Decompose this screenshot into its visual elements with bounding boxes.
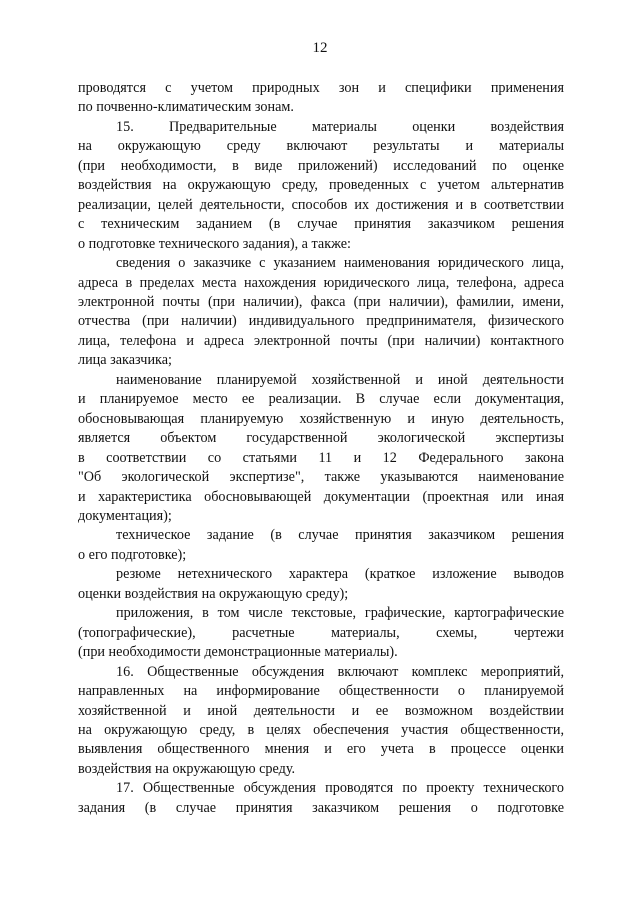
text-line: о подготовке технического задания), а также: — [78, 235, 351, 252]
text-line: сведения о заказчике с указанием наименования юридического лица, — [116, 255, 564, 272]
text-line: на окружающую среду, в целях обеспечения участия общественности, — [78, 721, 564, 738]
paragraph-clause-16 — [78, 663, 564, 780]
text-line: 17. Общественные обсуждения проводятся по проекту технического — [116, 780, 564, 797]
text-line: проводятся с учетом природных зон и специфики применения — [78, 80, 564, 96]
text-line: отчества (при наличии) индивидуального предпринимателя, физического — [78, 313, 564, 330]
text-line: наименование планируемой хозяйственной и иной деятельности — [116, 371, 564, 388]
text-line: воздействия на окружающую среду, проведенных с учетом альтернатив — [78, 177, 564, 194]
text-line: "Об экологической экспертизе", также указываются наименование — [78, 469, 564, 486]
text-line: резюме нетехнического характера (краткое изложение выводов — [116, 566, 564, 583]
paragraph-clause-15 — [78, 118, 564, 254]
text-line: по почвенно-климатическим зонам. — [78, 99, 294, 116]
page-number: 12 — [312, 40, 328, 56]
text-line: адреса в пределах места нахождения юридического лица, телефона, адреса — [78, 274, 564, 291]
paragraph-appendices — [78, 604, 564, 662]
text-line: 16. Общественные обсуждения включают комплекс мероприятий, — [116, 663, 564, 680]
text-line: на окружающую среду включают результаты и материалы — [78, 138, 564, 155]
text-line: приложения, в том числе текстовые, графические, картографические — [116, 605, 564, 622]
paragraph-technical-assignment — [78, 526, 564, 565]
text-line: 15. Предварительные материалы оценки воздействия — [116, 118, 564, 135]
text-line: хозяйственной и иной деятельности и ее возможном воздействии — [78, 702, 564, 719]
text-line: документация); — [78, 507, 172, 524]
text-line: реализации, целей деятельности, способов их достижения и в соответствии — [78, 196, 564, 213]
text-line: (при необходимости, в виде приложений) исследований по оценке — [78, 157, 564, 174]
text-line: является объектом государственной экологической экспертизы — [78, 430, 564, 447]
text-line: о его подготовке); — [78, 546, 187, 563]
text-line: обосновывающая планируемую хозяйственную и иную деятельность, — [78, 410, 564, 427]
text-line: выявления общественного мнения и его учета в процессе оценки — [78, 741, 564, 758]
text-line: воздействия на окружающую среду. — [78, 760, 296, 777]
text-line: задания (в случае принятия заказчиком решения о подготовке — [78, 799, 564, 816]
document-body — [78, 79, 564, 818]
paragraph-activity-name — [78, 371, 564, 527]
paragraph-clause-17 — [78, 779, 564, 818]
text-line: и характеристика обосновывающей документации (проектная или иная — [78, 488, 564, 505]
paragraph-continuation — [78, 79, 564, 118]
text-line: (топографические), расчетные материалы, схемы, чертежи — [78, 624, 564, 641]
text-line: в соответствии со статьями 11 и 12 Федерального закона — [78, 449, 564, 466]
text-line: техническое задание (в случае принятия заказчиком решения — [116, 527, 564, 544]
text-line: лица заказчика; — [78, 352, 172, 369]
paragraph-summary — [78, 565, 564, 604]
text-line: оценки воздействия на окружающую среду); — [78, 585, 349, 602]
text-line: (при необходимости демонстрационные материалы). — [78, 644, 398, 661]
text-line: с техническим заданием (в случае принятия заказчиком решения — [78, 216, 564, 233]
text-line: электронной почты (при наличии), факса (при наличии), фамилии, имени, — [78, 293, 564, 310]
text-line: лица, телефона и адреса электронной почты (при наличии) контактного — [78, 332, 564, 349]
text-line: направленных на информирование общественности о планируемой — [78, 683, 564, 700]
text-line: и планируемое место ее реализации. В случае если документация, — [78, 391, 564, 408]
paragraph-customer-info — [78, 254, 564, 371]
